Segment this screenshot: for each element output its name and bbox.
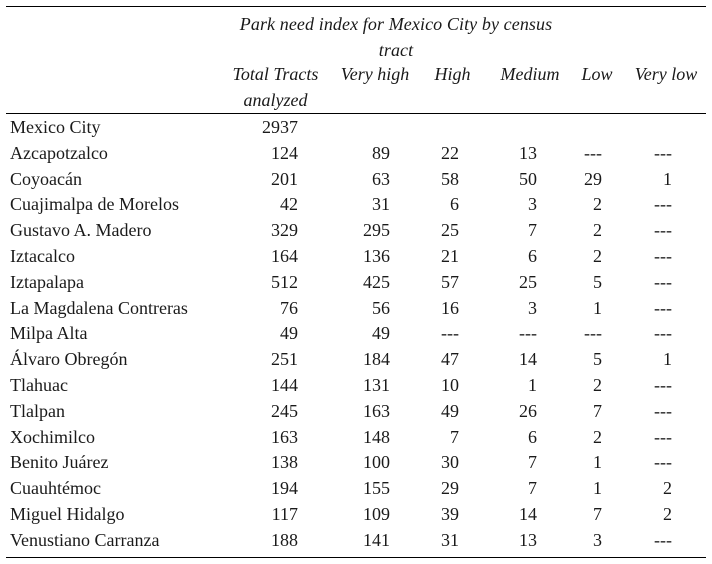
cell-high: 57 [441, 271, 459, 292]
cell-medium: 13 [519, 142, 537, 163]
table-row [0, 373, 712, 399]
cell-name: Azcapotzalco [10, 142, 108, 163]
cell-low: 7 [593, 503, 602, 524]
table-row [0, 347, 712, 373]
cell-medium: --- [519, 323, 537, 344]
table-row [0, 502, 712, 528]
cell-very-low: 1 [663, 349, 672, 370]
cell-total: 512 [271, 271, 298, 292]
cell-high: --- [441, 323, 459, 344]
cell-name: Xochimilco [10, 426, 95, 447]
cell-medium: 3 [528, 194, 537, 215]
table-row [0, 192, 712, 218]
cell-high: 58 [441, 168, 459, 189]
cell-very-high: 141 [363, 529, 390, 550]
cell-very-low: --- [654, 194, 672, 215]
cell-very-high: 136 [363, 245, 390, 266]
header-low: Low [581, 64, 613, 84]
cell-very-low: --- [654, 297, 672, 318]
header-medium: Medium [500, 64, 560, 84]
cell-very-high: 109 [363, 503, 390, 524]
cell-very-low: --- [654, 529, 672, 550]
cell-medium: 7 [528, 220, 537, 241]
cell-medium: 26 [519, 400, 537, 421]
cell-very-high: 31 [372, 194, 390, 215]
cell-total: 49 [280, 323, 298, 344]
cell-low: 2 [593, 245, 602, 266]
cell-total: 76 [280, 297, 298, 318]
cell-name: Iztapalapa [10, 271, 84, 292]
cell-total: 124 [271, 142, 298, 163]
cell-medium: 7 [528, 478, 537, 499]
cell-low: 7 [593, 400, 602, 421]
cell-low: 2 [593, 426, 602, 447]
cell-medium: 13 [519, 529, 537, 550]
cell-very-low: --- [654, 323, 672, 344]
cell-high: 29 [441, 478, 459, 499]
cell-high: 22 [441, 142, 459, 163]
cell-very-high: 425 [363, 271, 390, 292]
cell-low: 5 [593, 271, 602, 292]
header-total-tracts: Total Tracts analyzed [232, 64, 319, 110]
cell-high: 39 [441, 503, 459, 524]
cell-very-low: --- [654, 452, 672, 473]
cell-total: 201 [271, 168, 298, 189]
table-row [0, 141, 712, 167]
cell-medium: 14 [519, 503, 537, 524]
header-rule [6, 113, 706, 114]
table-row [0, 321, 712, 347]
cell-very-low: --- [654, 400, 672, 421]
cell-low: 5 [593, 349, 602, 370]
cell-name: Milpa Alta [10, 323, 88, 344]
cell-total: 144 [271, 374, 298, 395]
cell-low: 29 [584, 168, 602, 189]
cell-name: Álvaro Obregón [10, 349, 128, 370]
table-row [0, 167, 712, 193]
table-row [0, 399, 712, 425]
cell-high: 25 [441, 220, 459, 241]
cell-very-low: --- [654, 426, 672, 447]
cell-total: 194 [271, 478, 298, 499]
cell-low: 1 [593, 452, 602, 473]
cell-low: 3 [593, 529, 602, 550]
cell-name: Benito Juárez [10, 452, 109, 473]
cell-very-low: --- [654, 271, 672, 292]
cell-medium: 14 [519, 349, 537, 370]
cell-high: 7 [450, 426, 459, 447]
cell-medium: 6 [528, 245, 537, 266]
cell-total: 163 [271, 426, 298, 447]
cell-medium: 25 [519, 271, 537, 292]
cell-low: 2 [593, 220, 602, 241]
cell-name: Gustavo A. Madero [10, 220, 152, 241]
cell-name: La Magdalena Contreras [10, 297, 188, 318]
table-row [0, 450, 712, 476]
cell-total: 245 [271, 400, 298, 421]
cell-very-low: --- [654, 374, 672, 395]
cell-low: --- [584, 142, 602, 163]
cell-very-high: 184 [363, 349, 390, 370]
cell-medium: 7 [528, 452, 537, 473]
table-row [0, 270, 712, 296]
table-row [0, 296, 712, 322]
cell-high: 21 [441, 245, 459, 266]
table-row [0, 244, 712, 270]
cell-name: Cuauhtémoc [10, 478, 101, 499]
cell-name: Cuajimalpa de Morelos [10, 194, 179, 215]
table-row [0, 115, 712, 141]
cell-very-low: 1 [663, 168, 672, 189]
cell-low: --- [584, 323, 602, 344]
cell-very-low: --- [654, 142, 672, 163]
cell-name: Mexico City [10, 117, 101, 137]
cell-very-high: 163 [363, 400, 390, 421]
header-high: High [434, 64, 471, 84]
cell-very-high: 49 [372, 323, 390, 344]
table-title: Park need index for Mexico City by census tract [239, 14, 553, 60]
table-bottom-rule [6, 557, 706, 558]
cell-medium: 3 [528, 297, 537, 318]
cell-very-high: 63 [372, 168, 390, 189]
cell-very-high: 56 [372, 297, 390, 318]
cell-name: Tlalpan [10, 400, 65, 421]
cell-total: 138 [271, 452, 298, 473]
cell-total: 117 [271, 503, 298, 524]
cell-total: 164 [271, 245, 298, 266]
cell-low: 2 [593, 374, 602, 395]
cell-high: 10 [441, 374, 459, 395]
cell-medium: 50 [519, 168, 537, 189]
cell-low: 1 [593, 297, 602, 318]
header-very-low: Very low [634, 64, 698, 84]
cell-total: 251 [271, 349, 298, 370]
table-row [0, 218, 712, 244]
table-top-rule [6, 6, 706, 7]
header-very-high: Very high [340, 64, 410, 84]
cell-high: 6 [450, 194, 459, 215]
cell-high: 30 [441, 452, 459, 473]
cell-high: 16 [441, 297, 459, 318]
cell-very-high: 100 [363, 452, 390, 473]
cell-medium: 6 [528, 426, 537, 447]
cell-high: 31 [441, 529, 459, 550]
table-body [0, 115, 712, 554]
cell-very-low: --- [654, 220, 672, 241]
cell-name: Miguel Hidalgo [10, 503, 125, 524]
cell-low: 2 [593, 194, 602, 215]
cell-very-high: 148 [363, 426, 390, 447]
cell-very-high: 155 [363, 478, 390, 499]
cell-high: 47 [441, 349, 459, 370]
cell-very-high: 295 [363, 220, 390, 241]
table-row [0, 476, 712, 502]
cell-high: 49 [441, 400, 459, 421]
cell-very-high: 89 [372, 142, 390, 163]
cell-total: 2937 [262, 117, 298, 137]
cell-total: 188 [271, 529, 298, 550]
cell-very-low: 2 [663, 478, 672, 499]
cell-very-low: 2 [663, 503, 672, 524]
cell-name: Coyoacán [10, 168, 82, 189]
table-row [0, 425, 712, 451]
cell-medium: 1 [528, 374, 537, 395]
cell-name: Venustiano Carranza [10, 529, 160, 550]
cell-total: 42 [280, 194, 298, 215]
cell-low: 1 [593, 478, 602, 499]
cell-very-high: 131 [363, 374, 390, 395]
cell-name: Tlahuac [10, 374, 68, 395]
table-row [0, 528, 712, 554]
cell-name: Iztacalco [10, 245, 75, 266]
cell-total: 329 [271, 220, 298, 241]
cell-very-low: --- [654, 245, 672, 266]
